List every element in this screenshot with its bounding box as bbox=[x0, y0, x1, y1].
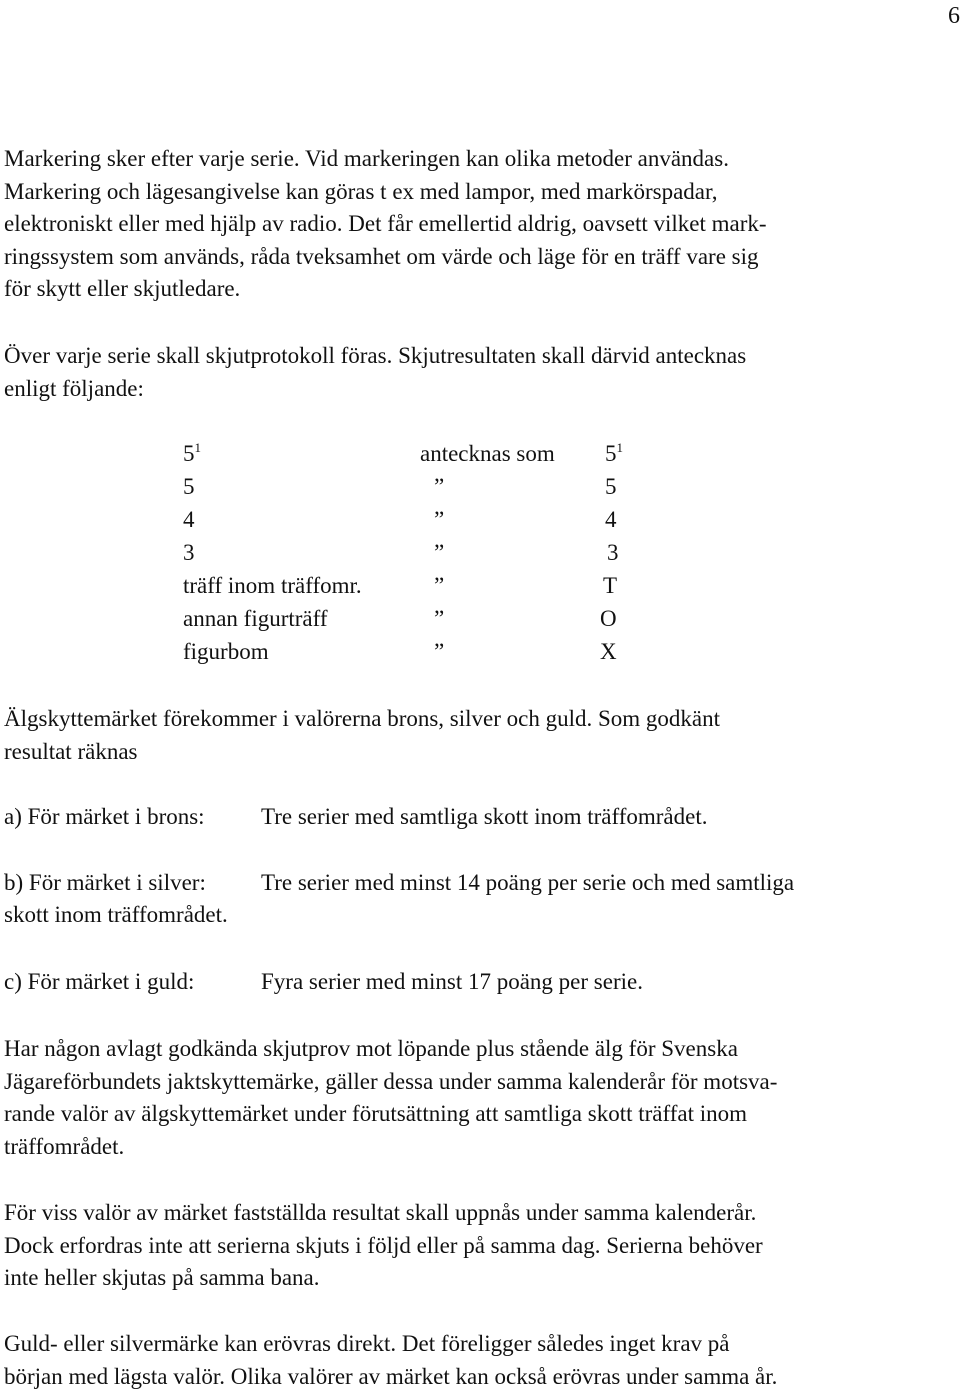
notation-ditto: ” bbox=[434, 474, 445, 499]
notation-ditto: ” bbox=[434, 540, 445, 565]
text-line: enligt följande: bbox=[4, 375, 144, 401]
criteria-label: b) För märket i silver: bbox=[4, 870, 206, 895]
text-line: för skytt eller skjutledare. bbox=[4, 276, 241, 301]
text-line: träffområdet. bbox=[4, 1133, 125, 1159]
text-line: ringssystem som används, råda tveksamhet om värde och läge för en träff vare sig bbox=[4, 243, 759, 269]
notation-ditto: ” bbox=[434, 639, 445, 664]
notation-mark: T bbox=[603, 573, 618, 598]
notation-result: $5^1$ bbox=[183, 440, 201, 466]
text-line: Dock erfordras inte att serierna skjuts i följd eller på samma dag. Serierna behöver bbox=[4, 1232, 763, 1258]
notation-mark: O bbox=[600, 606, 617, 631]
notation-mark: $5^1$ bbox=[605, 440, 623, 466]
text-line: Älgskyttemärket förekommer i valörerna brons, silver och guld. Som godkänt bbox=[4, 706, 721, 731]
notation-mark: 3 bbox=[607, 540, 619, 565]
notation-result: figurbom bbox=[183, 639, 269, 664]
text-line: Har någon avlagt godkända skjutprov mot löpande plus stående älg för Svenska bbox=[4, 1036, 738, 1061]
text-line: rande valör av älgskyttemärket under förutsättning att samtliga skott träffat inom bbox=[4, 1101, 748, 1126]
criteria-label: a) För märket i brons: bbox=[4, 804, 205, 829]
paragraph-protocol bbox=[4, 340, 746, 405]
paragraph-direct-award bbox=[4, 1328, 777, 1393]
text-line: Markering sker efter varje serie. Vid markeringen kan olika metoder användas. bbox=[4, 146, 729, 171]
paragraph-marking bbox=[4, 143, 767, 306]
text-line: resultat räknas bbox=[4, 738, 138, 764]
text-line: Guld- eller silvermärke kan erövras direkt. Det föreligger således inget krav på bbox=[4, 1331, 730, 1356]
criteria-text: Fyra serier med minst 17 poäng per serie. bbox=[261, 969, 643, 994]
notation-result: 5 bbox=[183, 474, 195, 499]
notation-mark: 4 bbox=[605, 507, 617, 532]
criteria-silver-continued bbox=[4, 899, 960, 933]
notation-result: 4 bbox=[183, 507, 195, 532]
criteria-gold bbox=[4, 966, 960, 1000]
text-line: Över varje serie skall skjutprotokoll föras. Skjutresultaten skall därvid antecknas bbox=[4, 343, 747, 368]
text-line: Jägareförbundets jaktskyttemärke, gäller dessa under samma kalenderår för motsva- bbox=[4, 1068, 778, 1094]
paragraph-calendar-year bbox=[4, 1197, 763, 1295]
notation-ditto: ” bbox=[434, 573, 445, 598]
notation-mark: 5 bbox=[605, 474, 617, 499]
notation-ditto: antecknas som bbox=[420, 441, 555, 466]
notation-ditto: ” bbox=[434, 507, 445, 532]
notation-mark: X bbox=[600, 639, 617, 664]
paragraph-hunting-mark bbox=[4, 1033, 777, 1163]
text-line: början med lägsta valör. Olika valörer av märket kan också erövras under samma år. bbox=[4, 1363, 778, 1389]
text-line: elektroniskt eller med hjälp av radio. Det får emellertid aldrig, oavsett vilket mark- bbox=[4, 211, 767, 236]
criteria-bronze bbox=[4, 801, 960, 835]
criteria-silver bbox=[4, 867, 960, 901]
text-line: För viss valör av märket fastställda resultat skall uppnås under samma kalenderår. bbox=[4, 1200, 757, 1225]
text-line: Markering och lägesangivelse kan göras t ex med lampor, med markörspadar, bbox=[4, 178, 718, 204]
notation-ditto: ” bbox=[434, 606, 445, 631]
criteria-text: skott inom träffområdet. bbox=[4, 902, 228, 927]
page-number: 6 bbox=[948, 3, 960, 29]
notation-result: 3 bbox=[183, 540, 195, 565]
criteria-text: Tre serier med minst 14 poäng per serie och med samtliga bbox=[261, 870, 795, 895]
notation-result: annan figurträff bbox=[183, 606, 328, 631]
text-line: inte heller skjutas på samma bana. bbox=[4, 1265, 320, 1290]
notation-result: träff inom träffomr. bbox=[183, 573, 362, 598]
paragraph-medal-levels bbox=[4, 703, 720, 768]
criteria-text: Tre serier med samtliga skott inom träffområdet. bbox=[261, 804, 708, 829]
criteria-label: c) För märket i guld: bbox=[4, 969, 195, 994]
